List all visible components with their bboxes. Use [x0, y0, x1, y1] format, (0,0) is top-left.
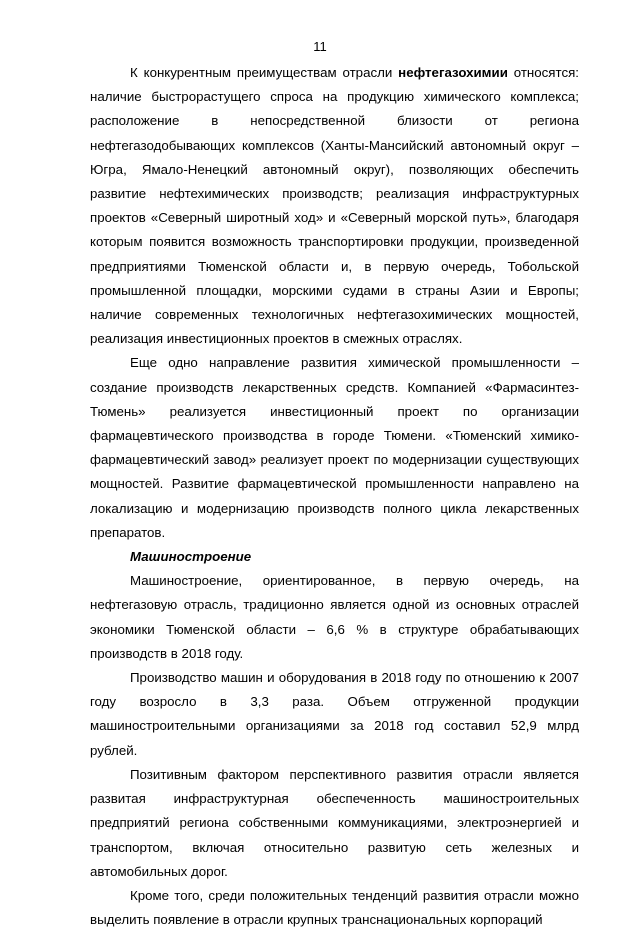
paragraph-infrastructure-factor: Позитивным фактором перспективного развития отрасли является развитая инфраструктурная обеспеченность машиностроительных предприятий региона собственными коммуникациями, электроэнергией и транспортом, включая относительно развитую сеть железных и автомобильных дорог.: [90, 766, 579, 879]
section-heading-mechanical-engineering: Машиностроение: [130, 549, 252, 565]
paragraph-petrochemical-advantages: [90, 61, 579, 351]
emphasis-petrochemistry: нефтегазохимии: [398, 65, 508, 80]
paragraph-text-rest: относятся: наличие быстрорастущего спроса на продукцию химического комплекса; расположение в непосредственной близости от региона нефтегазодобывающих комплексов (Ханты-Мансийский автономный округ – Югра, Ямало-Ненецкий автономный округ), позволяющих обеспечить развитие нефтехимических производств; реализация инфраструктурных проектов «Северный широтный ход» и «Северный морской путь», благодаря которым появится возможность транспортировки продукции, произведенной предприятиями Тюменской области и, в первую очередь, Тобольской промышленной площадки, морскими судами в страны Азии и Европы; наличие современных технологичных нефтегазохимических мощностей, реализация инвестиционных проектов в смежных отраслях.: [90, 65, 579, 347]
page-number: 11: [313, 39, 327, 54]
paragraph-mechanical-engineering-share: Машиностроение, ориентированное, в первую очередь, на нефтегазовую отрасль, традиционно является одной из основных отраслей экономики Тюменской области – 6,6 % в структуре обрабатывающих производств в 2018 году.: [90, 573, 579, 661]
document-body: [90, 61, 579, 932]
paragraph-production-growth: Производство машин и оборудования в 2018 году по отношению к 2007 году возросло в 3,3 раза. Объем отгруженной продукции машиностроительными организациями за 2018 год составил 52,9 млрд рублей.: [90, 670, 579, 758]
paragraph-text-intro: К конкурентным преимуществам отрасли: [130, 65, 399, 80]
paragraph-positive-trends: Кроме того, среди положительных тенденций развития отрасли можно выделить появление в отрасли крупных транснациональных корпораций: [90, 887, 579, 928]
paragraph-pharmaceuticals: Еще одно направление развития химической промышленности – создание производств лекарственных средств. Компанией «Фармасинтез-Тюмень» реализуется инвестиционный проект по организации фармацевтического производства в городе Тюмени. «Тюменский химико-фармацевтический завод» реализует проект по модернизации существующих мощностей. Развитие фармацевтической промышленности направлено на локализацию и модернизацию производств полного цикла лекарственных препаратов.: [90, 355, 579, 540]
